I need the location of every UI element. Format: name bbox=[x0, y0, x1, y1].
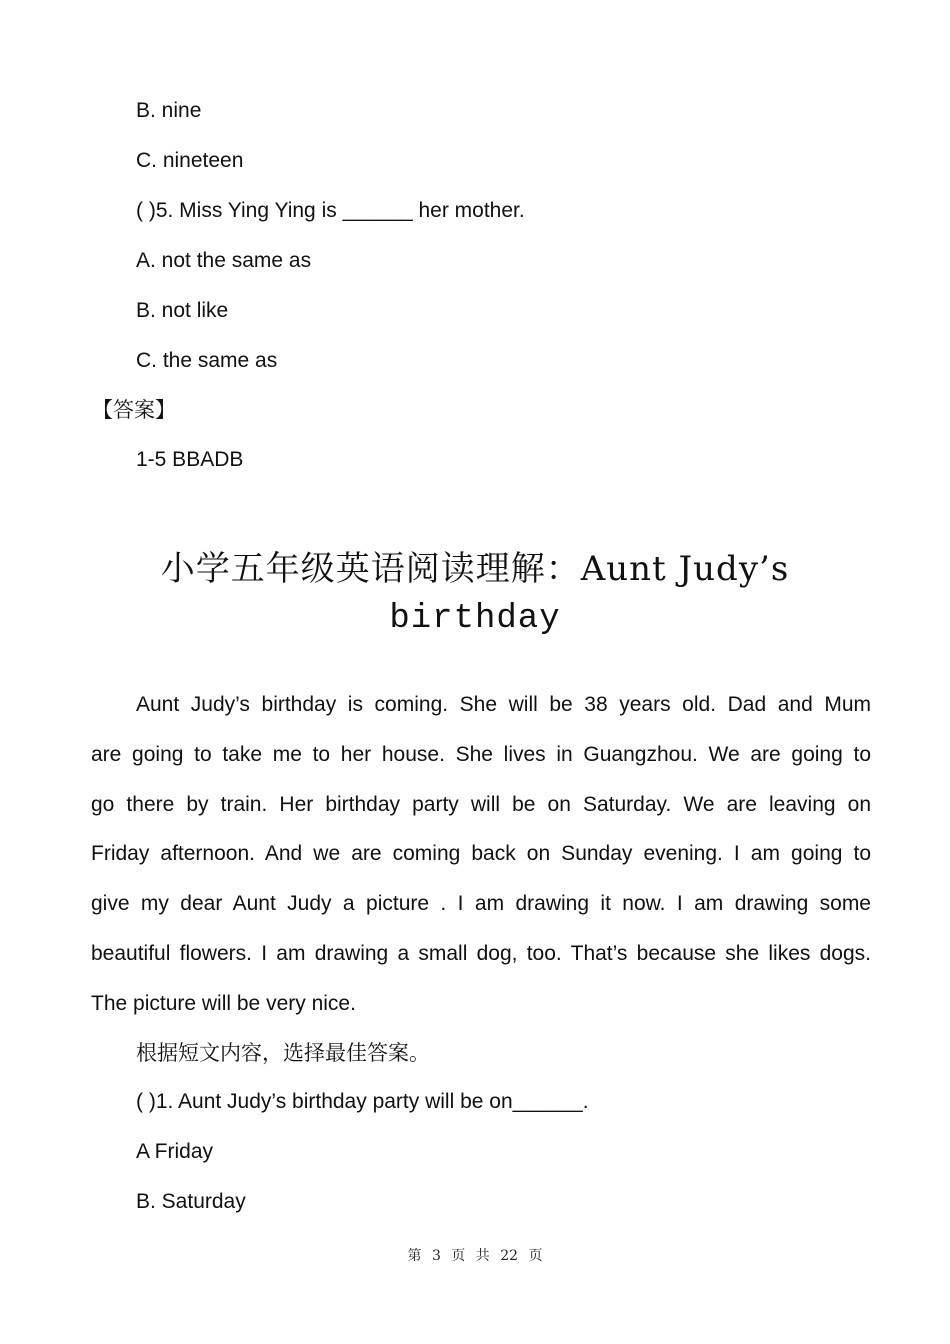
section-title-line-2: birthday bbox=[389, 600, 561, 638]
option-line: B. not like bbox=[136, 299, 229, 322]
answer-value: 1-5 BBADB bbox=[136, 448, 244, 471]
question-1: ( )1. Aunt Judy’s birthday party will be on______. bbox=[136, 1090, 589, 1113]
reading-passage bbox=[91, 680, 871, 1029]
option-line: B. Saturday bbox=[136, 1190, 246, 1213]
option-line: B. nine bbox=[136, 99, 202, 122]
passage-line: The picture will be very nice. bbox=[91, 991, 356, 1015]
answer-heading: 【答案】 bbox=[92, 398, 176, 422]
passage-line: beautiful flowers. I am drawing a small dog, too. That’s because she likes dogs. bbox=[91, 941, 871, 965]
option-line: A Friday bbox=[136, 1140, 214, 1163]
passage-line: go there by train. Her birthday party will be on Saturday. We are leaving on bbox=[91, 792, 871, 816]
instruction: 根据短文内容，选择最佳答案。 bbox=[136, 1041, 430, 1065]
question-5: ( )5. Miss Ying Ying is ______ her mother. bbox=[136, 199, 525, 222]
page-footer: 第 3 页 共 22 页 bbox=[407, 1248, 543, 1264]
section-title-line-1: 小学五年级英语阅读理解：Aunt Judy’s bbox=[160, 549, 790, 589]
passage-line: give my dear Aunt Judy a picture . I am drawing it now. I am drawing some bbox=[91, 892, 871, 916]
option-line: C. the same as bbox=[136, 349, 278, 372]
passage-line: Friday afternoon. And we are coming back on Sunday evening. I am going to bbox=[91, 842, 871, 866]
passage-line: Aunt Judy’s birthday is coming. She will be 38 years old. Dad and Mum bbox=[136, 693, 871, 716]
option-line: A. not the same as bbox=[136, 249, 312, 272]
section-title bbox=[0, 544, 950, 644]
passage-line: are going to take me to her house. She lives in Guangzhou. We are going to bbox=[91, 742, 871, 766]
option-line: C. nineteen bbox=[136, 149, 244, 172]
